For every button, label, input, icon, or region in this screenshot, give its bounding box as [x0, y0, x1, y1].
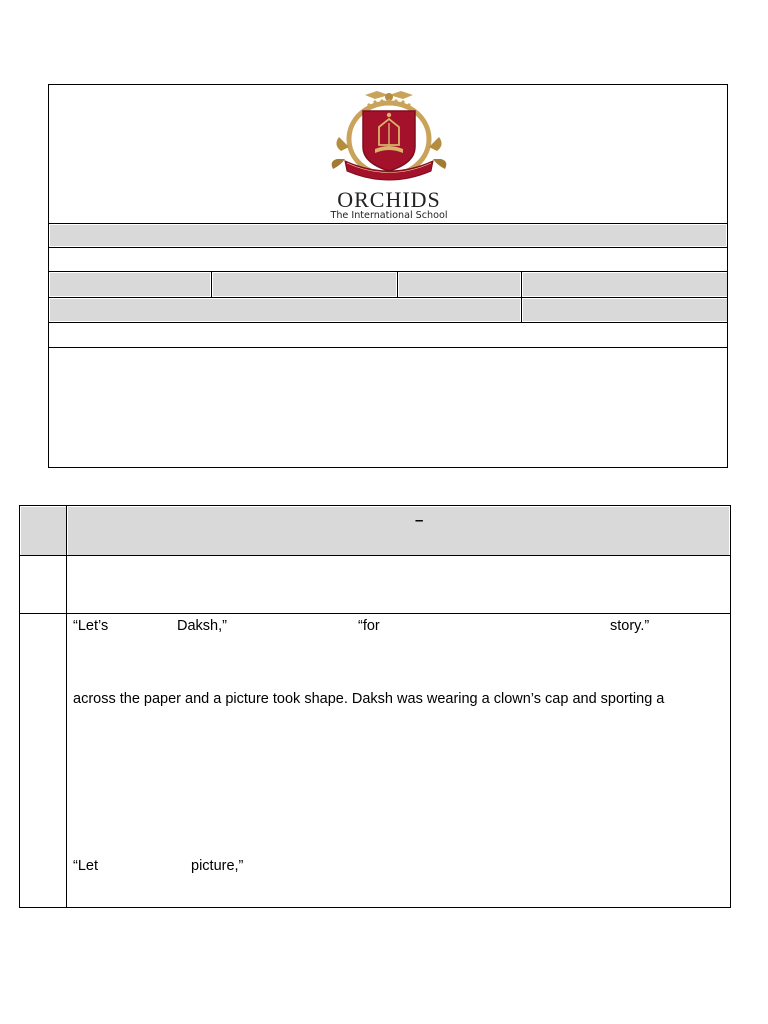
- shaded-cell-name: [50, 273, 210, 296]
- shaded-cell-class: [213, 273, 396, 296]
- passage-word: “for: [358, 618, 380, 634]
- shaded-header-title: [68, 507, 729, 555]
- row-divider: [49, 223, 727, 224]
- shaded-row-title: [50, 225, 726, 246]
- cell-divider: [521, 297, 522, 322]
- header-dash-mark: –: [415, 512, 424, 529]
- instructions-area: [50, 348, 726, 466]
- logo-wordmark: ORCHIDS: [337, 187, 441, 212]
- passage-word: Daksh,”: [177, 618, 227, 634]
- passage-word: story.”: [610, 618, 650, 634]
- shaded-cell-subject: [50, 299, 520, 321]
- cell-divider: [211, 272, 212, 297]
- row-divider: [49, 247, 727, 248]
- shaded-cell-roll: [523, 273, 727, 296]
- row-divider: [49, 297, 727, 298]
- row-divider: [49, 271, 727, 272]
- cell-divider: [397, 272, 398, 297]
- passage-word: “Let: [73, 858, 98, 874]
- shaded-cell-section: [399, 273, 520, 296]
- logo-tagline: The International School: [330, 210, 448, 221]
- passage-word: “Let’s: [73, 618, 109, 634]
- passage-line: across the paper and a picture took shape. Daksh was wearing a clown’s cap and sporting a: [73, 691, 665, 707]
- row-divider: [49, 322, 727, 323]
- row-divider: [20, 555, 730, 556]
- shaded-cell-date: [523, 299, 727, 321]
- question-table: [19, 505, 731, 908]
- school-logo: [319, 89, 459, 221]
- shaded-header-number: [21, 507, 66, 555]
- header-table: [48, 84, 728, 468]
- passage-word: picture,”: [191, 858, 244, 874]
- passage-cell: [67, 614, 730, 907]
- cell-divider: [521, 272, 522, 297]
- school-crest-icon: [319, 89, 459, 189]
